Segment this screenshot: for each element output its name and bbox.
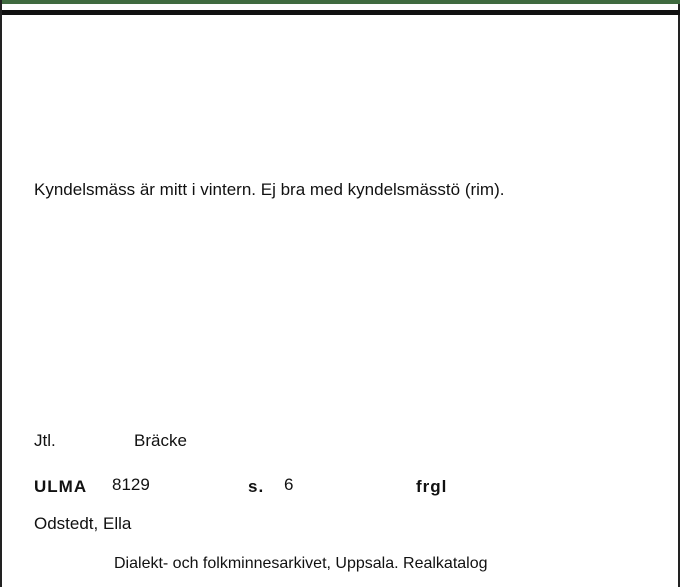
- landscape-label: Jtl.: [34, 431, 56, 450]
- informant-name: Odstedt, Ella: [34, 514, 132, 533]
- card-top-edge: [2, 0, 680, 4]
- card-body-text: Kyndelsmäss är mitt i vintern. Ej bra med kyndelsmässtö (rim).: [34, 180, 505, 199]
- category-code: frgl: [416, 477, 448, 496]
- parish-label: Bräcke: [134, 431, 187, 450]
- page-label: s.: [248, 477, 265, 496]
- archive-footer: Dialekt- och folkminnesarkivet, Uppsala. Realkatalog: [114, 555, 488, 572]
- archive-number: 8129: [112, 475, 150, 494]
- archive-code: ULMA: [34, 477, 88, 496]
- card-top-rule: [2, 10, 680, 15]
- page-number: 6: [284, 475, 294, 494]
